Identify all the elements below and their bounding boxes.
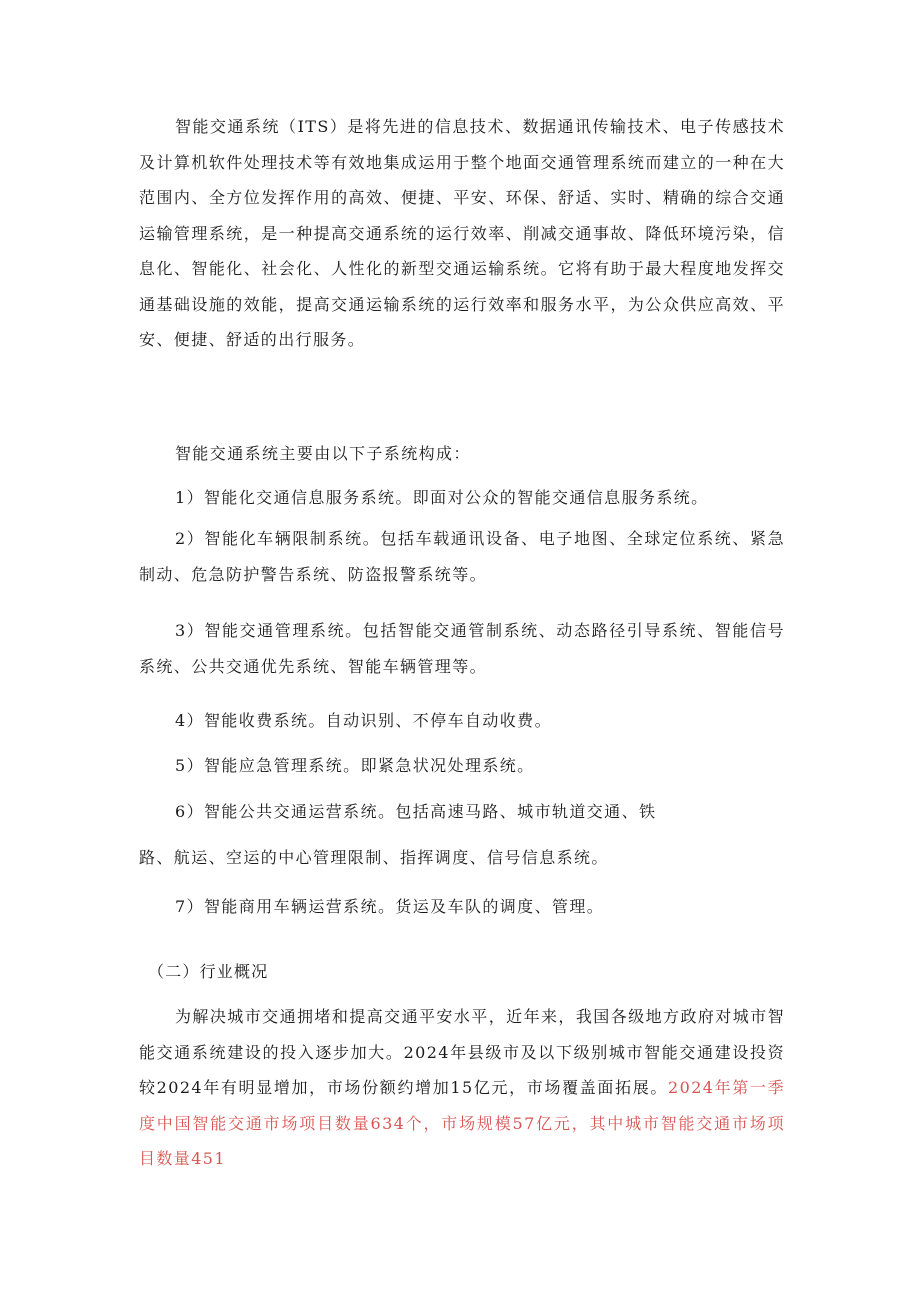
subsystem-item-6-line-1: 6）智能公共交通运营系统。包括高速马路、城市轨道交通、铁 — [175, 802, 657, 821]
subsystem-item-6-line-2: 路、航运、空运的中心管理限制、指挥调度、信号信息系统。 — [139, 848, 609, 867]
subsystem-item-3: 3）智能交通管理系统。包括智能交通管制系统、动态路径引导系统、智能信号系统、公共交通优先系统、智能车辆管理等。 — [139, 621, 785, 676]
subsystems-lead: 智能交通系统主要由以下子系统构成： — [175, 444, 471, 463]
subsystem-item-2: 2）智能化车辆限制系统。包括车载通讯设备、电子地图、全球定位系统、紧急制动、危急防护警告系统、防盗报警系统等。 — [139, 529, 785, 584]
subsystem-item-5: 5）智能应急管理系统。即紧急状况处理系统。 — [175, 756, 535, 775]
subsystem-item-4: 4）智能收费系统。自动识别、不停车自动收费。 — [175, 711, 552, 730]
subsystem-item-1: 1）智能化交通信息服务系统。即面对公众的智能交通信息服务系统。 — [175, 488, 709, 507]
subsystem-item-7: 7）智能商用车辆运营系统。货运及车队的调度、管理。 — [175, 897, 605, 916]
overview-text: 为解决城市交通拥堵和提高交通平安水平，近年来，我国各级地方政府对城市智能交通系统建设的投入逐步加大。2024年县级市及以下级别城市智能交通建设投资较2024年有明显增加，市场份额约增加15亿元，市场覆盖面拓展。 — [139, 1007, 785, 1097]
intro-paragraph: 智能交通系统（ITS）是将先进的信息技术、数据通讯传输技术、电子传感技术及计算机软件处理技术等有效地集成运用于整个地面交通管理系统而建立的一种在大范围内、全方位发挥作用的高效、便捷、平安、环保、舒适、实时、精确的综合交通运输管理系统，是一种提高交通系统的运行效率、削减交通事故、降低环境污染，信息化、智能化、社会化、人性化的新型交通运输系统。它将有助于最大程度地发挥交通基础设施的效能，提高交通运输系统的运行效率和服务水平，为公众供应高效、平安、便捷、舒适的出行服务。 — [139, 117, 785, 349]
overview-paragraph — [139, 999, 785, 1177]
overview-highlighted-text: 2024年第一季度中国智能交通市场项目数量634个，市场规模57亿元，其中城市智能交通市场项目数量451 — [139, 1078, 785, 1168]
section-heading-industry-overview: （二）行业概况 — [148, 962, 269, 981]
